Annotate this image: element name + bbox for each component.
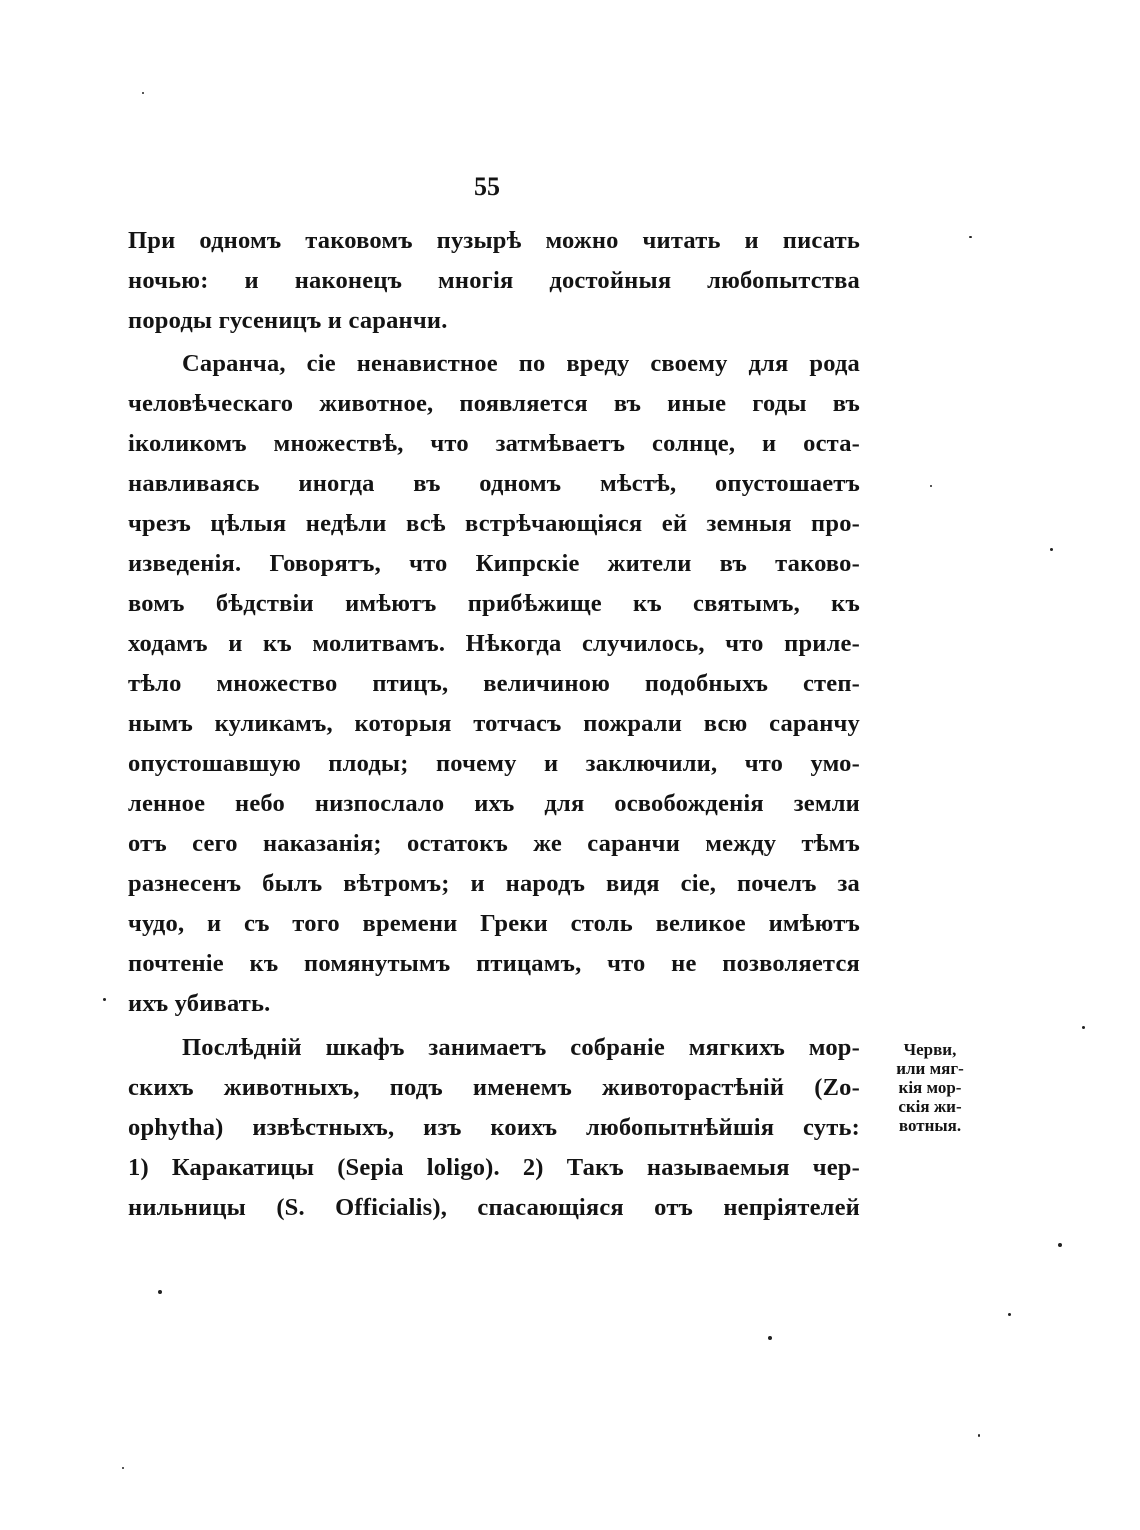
text-line: ихъ убивать. [128,990,271,1017]
text-line: тѣло множество птицъ, величиною подобныхъ степ- [128,670,860,697]
scan-speck [142,92,144,94]
margin-note-line: вотныя. [898,1116,962,1135]
margin-note [880,1040,980,1135]
text-line: отъ сего наказанія; остатокъ же саранчи между тѣмъ [128,830,860,857]
text-line: Послѣдній шкафъ занимаетъ собраніе мягкихъ мор- [182,1034,860,1061]
margin-note-line: или мяг- [896,1059,964,1078]
text-line: ophytha) извѣстныхъ, изъ коихъ любопытнѣйшія суть: [128,1114,860,1141]
text-line: породы гусеницъ и саранчи. [128,307,448,334]
page-number: 55 [474,172,500,201]
text-line: нильницы (S. Officialis), спасающіяся отъ непріятелей [128,1194,860,1221]
text-line: опустошавшую плоды; почему и заключили, что умо- [128,750,860,777]
text-line: ночью: и наконецъ многія достойныя любопытства [128,267,860,294]
scan-speck [1058,1243,1062,1247]
text-line: ходамъ и къ молитвамъ. Нѣкогда случилось, что приле- [128,630,860,657]
text-line: ленное небо низпослало ихъ для освобожденія земли [128,790,860,817]
scan-speck [930,485,932,487]
margin-note-line: кія мор- [898,1078,962,1097]
text-line: При одномъ таковомъ пузырѣ можно читать и писать [128,227,860,254]
margin-note-line: Черви, [903,1040,957,1059]
scan-speck [969,236,972,238]
text-line: чрезъ цѣлыя недѣли всѣ встрѣчающіяся ей земныя про- [128,510,860,537]
text-line: чудо, и съ того времени Греки столь великое имѣютъ [128,910,860,937]
text-line: разнесенъ былъ вѣтромъ; и народъ видя сіе, почелъ за [128,870,860,897]
scan-speck [1082,1026,1085,1029]
scan-speck [1008,1313,1011,1316]
scan-speck [103,998,106,1001]
scan-speck [978,1434,980,1437]
margin-note-line: скія жи- [898,1097,962,1116]
text-line: человѣческаго животное, появляется въ иные годы въ [128,390,860,417]
text-line: изведенія. Говорятъ, что Кипрскіе жители въ таково- [128,550,860,577]
text-line: скихъ животныхъ, подъ именемъ животорастѣній (Zo- [128,1074,860,1101]
scan-speck [158,1290,162,1294]
text-line: нымъ куликамъ, которыя тотчасъ пожрали всю саранчу [128,710,860,737]
text-line: іколикомъ множествѣ, что затмѣваетъ солнце, и оста- [128,430,860,457]
scan-speck [768,1336,772,1340]
scan-speck [122,1467,124,1469]
text-line: вомъ бѣдствіи имѣютъ прибѣжище къ святымъ, къ [128,590,860,617]
scan-speck [1050,548,1053,551]
text-line: почтеніе къ помянутымъ птицамъ, что не позволяется [128,950,860,977]
text-line: навливаясь иногда въ одномъ мѣстѣ, опустошаетъ [128,470,860,497]
text-line: Саранча, сіе ненавистное по вреду своему для рода [182,350,860,377]
text-line: 1) Каракатицы (Sepia loligo). 2) Такъ называемыя чер- [128,1154,860,1181]
